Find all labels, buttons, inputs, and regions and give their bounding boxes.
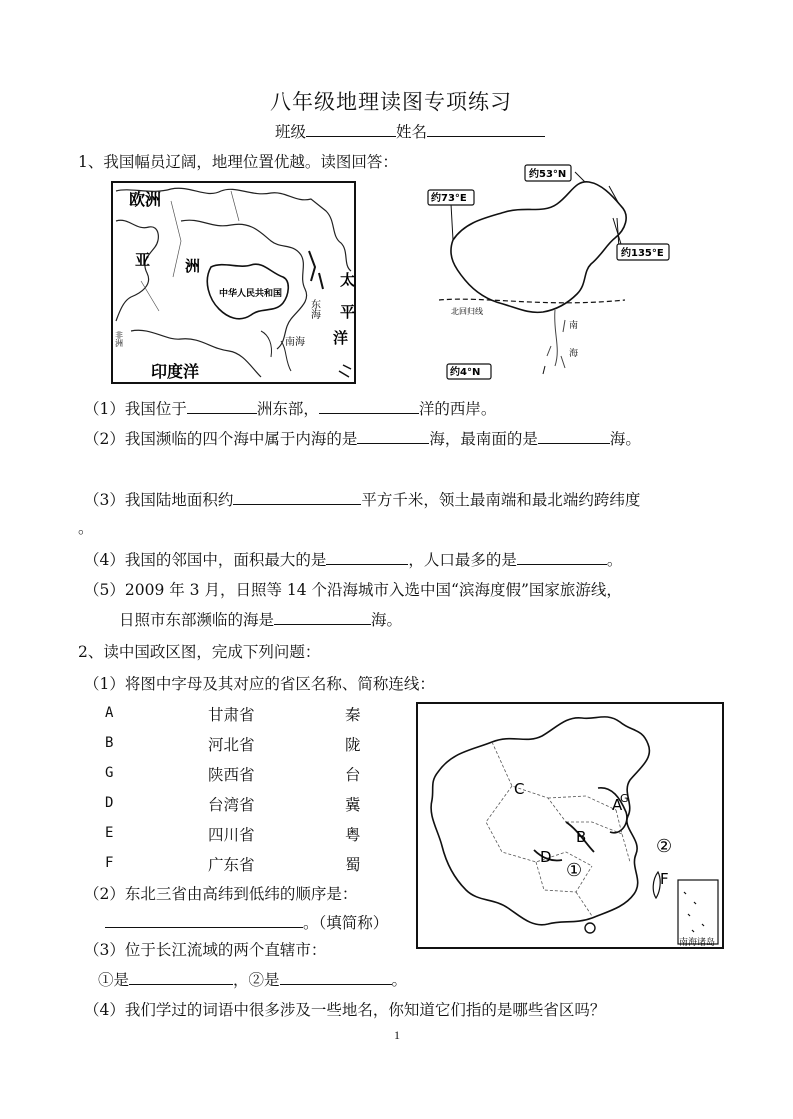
q1-p4-blank-1[interactable] — [326, 549, 408, 565]
match-abbr[interactable]: 粤 — [345, 826, 361, 844]
q1-p1-text-a: （1）我国位于 — [84, 400, 187, 418]
q1-part-3-end: 。 — [78, 519, 94, 537]
q1-p2-blank-1[interactable] — [357, 428, 429, 444]
match-abbr[interactable]: 秦 — [345, 706, 361, 724]
label-tropic: 北回归线 — [451, 307, 483, 316]
map-label-islands: 南海诸岛 — [679, 938, 716, 948]
q1-p2-text-b: 海，最南面的是 — [429, 430, 538, 448]
q1-p2-text-c: 海。 — [609, 430, 641, 448]
q1-part-3 — [84, 488, 640, 510]
class-blank[interactable] — [306, 121, 396, 137]
match-abbr[interactable]: 冀 — [345, 796, 361, 814]
match-province[interactable]: 陕西省 — [208, 766, 255, 784]
q1-p3-text-b: 平方千米，领土最南端和最北端约跨纬度 — [361, 491, 641, 509]
q1-part-1 — [84, 397, 496, 419]
q1-p5-text-b: 日照市东部濒临的海是 — [119, 611, 275, 629]
name-blank[interactable] — [427, 121, 545, 137]
map-label-circle-1: ① — [566, 860, 583, 881]
match-province[interactable]: 台湾省 — [208, 796, 255, 814]
label-europe: 欧洲 — [129, 190, 162, 209]
q2-p3-text-c: 。 — [391, 971, 408, 989]
q2-p3-text-b: ，②是 — [233, 971, 280, 989]
asia-location-map — [111, 181, 356, 384]
q1-p4-blank-2[interactable] — [517, 549, 607, 565]
label-hai: 海 — [569, 349, 579, 359]
match-abbr[interactable]: 台 — [345, 766, 361, 784]
map-label-c: C — [514, 780, 525, 798]
q1-p5-blank[interactable] — [274, 609, 371, 625]
map-label-d: D — [540, 848, 552, 866]
q1-part-5-line-2 — [119, 608, 402, 630]
map-label-b: B — [576, 828, 587, 846]
q1-p4-text-a: （4）我国的邻国中，面积最大的是 — [84, 551, 327, 569]
q1-p1-text-b: 洲东部， — [256, 400, 319, 418]
q2-p3-blank-1[interactable] — [129, 969, 233, 985]
q1-p4-text-c: 。 — [606, 551, 623, 569]
map-label-f: F — [660, 870, 669, 888]
label-asia-2: 洲 — [185, 257, 201, 275]
map-label-circle-2: ② — [656, 836, 673, 857]
china-political-map — [416, 702, 724, 949]
match-letter[interactable]: E — [105, 825, 114, 841]
q1-p1-blank-2[interactable] — [319, 398, 419, 414]
match-province[interactable]: 四川省 — [208, 826, 255, 844]
label-south-sea: 南海 — [285, 337, 305, 348]
match-abbr[interactable]: 蜀 — [345, 856, 361, 874]
header-line — [275, 120, 545, 142]
q2-p3-blank-2[interactable] — [280, 969, 392, 985]
q1-stem: 1、我国幅员辽阔，地理位置优越。读图回答： — [78, 153, 398, 171]
label-lon-73: 约73°E — [431, 193, 467, 204]
map-label-a: A — [612, 796, 623, 814]
q1-p2-blank-2[interactable] — [538, 428, 610, 444]
label-lon-135: 约135°E — [621, 248, 664, 259]
label-pacific-2: 平 — [340, 303, 356, 321]
q2-p3-text-a: ①是 — [98, 971, 130, 989]
map-label-g: G — [620, 792, 629, 805]
q2-part-1: （1）将图中字母及其对应的省区名称、简称连线： — [84, 675, 435, 693]
q2-part-2: （2）东北三省由高纬到低纬的顺序是： — [84, 885, 358, 903]
q1-p1-text-c: 洋的西岸。 — [418, 400, 497, 418]
page-number: 1 — [394, 1028, 400, 1042]
label-east-sea: 东海 — [308, 299, 320, 319]
label-pacific-3: 洋 — [333, 329, 349, 347]
q2-part-3: （3）位于长江流域的两个直辖市： — [84, 941, 327, 959]
label-asia-1: 亚 — [135, 251, 151, 269]
label-indian-ocean: 印度洋 — [151, 362, 200, 381]
q1-part-4 — [84, 548, 622, 570]
q1-p3-text-a: （3）我国陆地面积约 — [84, 491, 234, 509]
q1-p5-text-c: 海。 — [371, 611, 403, 629]
q2-p2-suffix: 。（填简称） — [303, 914, 389, 932]
label-lat-53: 约53°N — [529, 169, 567, 180]
q1-part-2 — [84, 427, 641, 449]
label-lat-4: 约4°N — [450, 367, 481, 378]
match-letter[interactable]: A — [105, 705, 114, 721]
q1-part-5: （5）2009 年 3 月，日照等 14 个沿海城市入选中国“滨海度假”国家旅游线， — [84, 581, 622, 599]
q2-part-4: （4）我们学过的词语中很多涉及一些地名，你知道它们指的是哪些省区吗？ — [84, 1001, 606, 1019]
q2-stem: 2、读中国政区图，完成下列问题： — [78, 643, 321, 661]
q2-p2-blank[interactable] — [105, 912, 303, 928]
q1-p2-text-a: （2）我国濒临的四个海中属于内海的是 — [84, 430, 358, 448]
label-nan: 南 — [569, 321, 579, 331]
match-province[interactable]: 甘肃省 — [208, 706, 255, 724]
page-title: 八年级地理读图专项练习 — [270, 90, 512, 114]
label-africa: 非洲 — [114, 331, 124, 347]
class-label: 班级 — [275, 123, 307, 141]
q2-part-2-line-2 — [105, 911, 388, 933]
q2-part-3-line-2 — [98, 968, 407, 990]
q1-p1-blank-1[interactable] — [187, 398, 257, 414]
label-pacific-1: 太 — [340, 271, 356, 289]
match-abbr[interactable]: 陇 — [345, 736, 361, 754]
china-extremes-map — [425, 160, 675, 386]
name-label: 姓名 — [396, 123, 428, 141]
q1-p3-blank-1[interactable] — [233, 489, 361, 505]
match-province[interactable]: 河北省 — [208, 736, 255, 754]
match-letter[interactable]: G — [105, 765, 114, 781]
match-letter[interactable]: D — [105, 795, 114, 811]
match-letter[interactable]: F — [105, 855, 114, 871]
label-prc: 中华人民共和国 — [219, 289, 283, 299]
q1-p4-text-b: ，人口最多的是 — [408, 551, 517, 569]
match-province[interactable]: 广东省 — [208, 856, 255, 874]
match-letter[interactable]: B — [105, 735, 114, 751]
